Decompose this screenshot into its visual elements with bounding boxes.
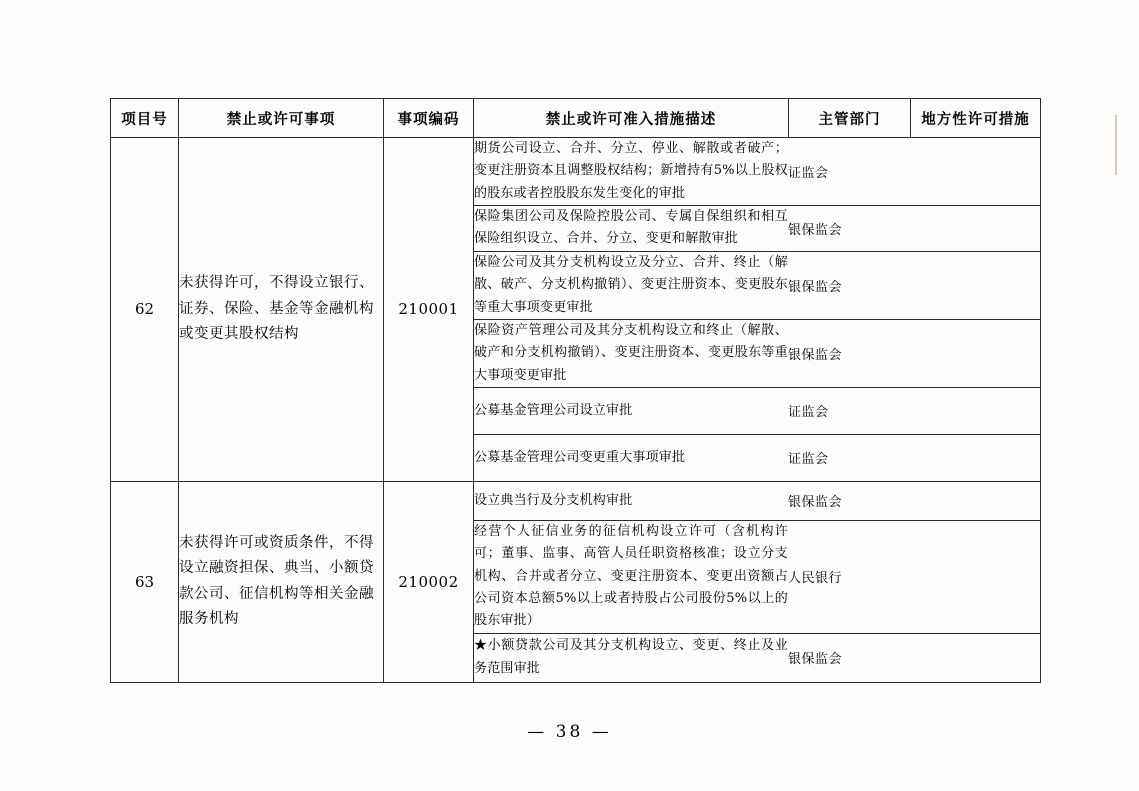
row-item-title: 未获得许可，不得设立银行、证券、保险、基金等金融机构或变更其股权结构 xyxy=(179,138,384,482)
measure-local-policy xyxy=(910,434,1040,481)
column-header-desc: 禁止或许可准入措施描述 xyxy=(474,99,789,138)
measure-department: 银保监会 xyxy=(788,652,843,668)
measure-row xyxy=(474,434,1040,481)
measure-row xyxy=(474,633,1040,682)
column-header-code: 事项编码 xyxy=(384,99,474,138)
measure-department: 证监会 xyxy=(788,387,910,434)
row-item-code: 210001 xyxy=(384,138,474,482)
row-item-code: 210002 xyxy=(384,481,474,682)
measure-local-policy xyxy=(910,387,1040,434)
row-number: 63 xyxy=(111,481,179,682)
table-header-row xyxy=(111,99,1041,138)
measure-row xyxy=(474,319,1040,387)
measure-description: 保险资产管理公司及其分支机构设立和终止（解散、破产和分支机构撤销）、变更注册资本、变更股东等重大事项变更审批 xyxy=(474,319,788,387)
measure-local-policy xyxy=(910,319,1040,387)
column-header-dept: 主管部门 xyxy=(789,99,911,138)
measure-department: 银保监会 xyxy=(788,251,910,319)
measure-row xyxy=(474,482,1040,521)
measure-local-policy xyxy=(910,520,1040,633)
measure-description: 保险集团公司及保险控股公司、专属自保组织和相互保险组织设立、合并、分立、变更和解散审批 xyxy=(474,206,788,252)
measure-row xyxy=(474,251,1040,319)
measure-local-policy xyxy=(910,482,1040,521)
measure-local-policy xyxy=(910,206,1040,252)
measure-description: 经营个人征信业务的征信机构设立许可（含机构许可；董事、监事、高管人员任职资格核准；设立分支机构、合并或者分立、变更注册资本、变更出资额占公司资本总额5%以上或者持股占公司股份5%以上的股东审批） xyxy=(474,520,788,633)
measure-description: 公募基金管理公司设立审批 xyxy=(474,387,788,434)
measure-department: 证监会 xyxy=(788,452,829,468)
measure-local-policy xyxy=(910,138,1040,206)
measures-subtable xyxy=(474,482,1040,682)
column-header-local: 地方性许可措施 xyxy=(911,99,1041,138)
measures-subtable xyxy=(474,138,1040,481)
measure-description: 期货公司设立、合并、分立、停业、解散或者破产；变更注册资本且调整股权结构；新增持有5%以上股权的股东或者控股股东发生变化的审批 xyxy=(474,138,788,206)
table-row xyxy=(111,481,1041,682)
measure-department: 银保监会 xyxy=(788,319,910,387)
measure-row xyxy=(474,206,1040,252)
restriction-measures-table xyxy=(110,98,1041,683)
table-row xyxy=(111,138,1041,482)
column-header-item: 禁止或许可事项 xyxy=(179,99,384,138)
measure-department: 人民银行 xyxy=(788,520,910,633)
measure-description: 设立典当行及分支机构审批 xyxy=(474,482,788,521)
measure-row xyxy=(474,138,1040,206)
measure-row xyxy=(474,520,1040,633)
row-number: 62 xyxy=(111,138,179,482)
measure-description: 公募基金管理公司变更重大事项审批 xyxy=(474,449,686,465)
measure-department: 银保监会 xyxy=(788,206,910,252)
row-measures-cell xyxy=(474,138,1041,482)
page-number: — 38 — xyxy=(527,722,612,742)
measure-description: 保险公司及其分支机构设立及分立、合并、终止（解散、破产、分支机构撤销）、变更注册资本、变更股东等重大事项变更审批 xyxy=(474,251,788,319)
measure-row xyxy=(474,387,1040,434)
column-header-no: 项目号 xyxy=(111,99,179,138)
page-edge-mark xyxy=(1115,115,1117,175)
measure-local-policy xyxy=(910,633,1040,682)
measure-description: ★小额贷款公司及其分支机构设立、变更、终止及业务范围审批 xyxy=(474,638,788,676)
measure-department: 证监会 xyxy=(788,138,910,206)
measure-local-policy xyxy=(910,251,1040,319)
row-measures-cell xyxy=(474,481,1041,682)
row-item-title: 未获得许可或资质条件，不得设立融资担保、典当、小额贷款公司、征信机构等相关金融服务机构 xyxy=(179,481,384,682)
measure-department: 银保监会 xyxy=(788,482,910,521)
